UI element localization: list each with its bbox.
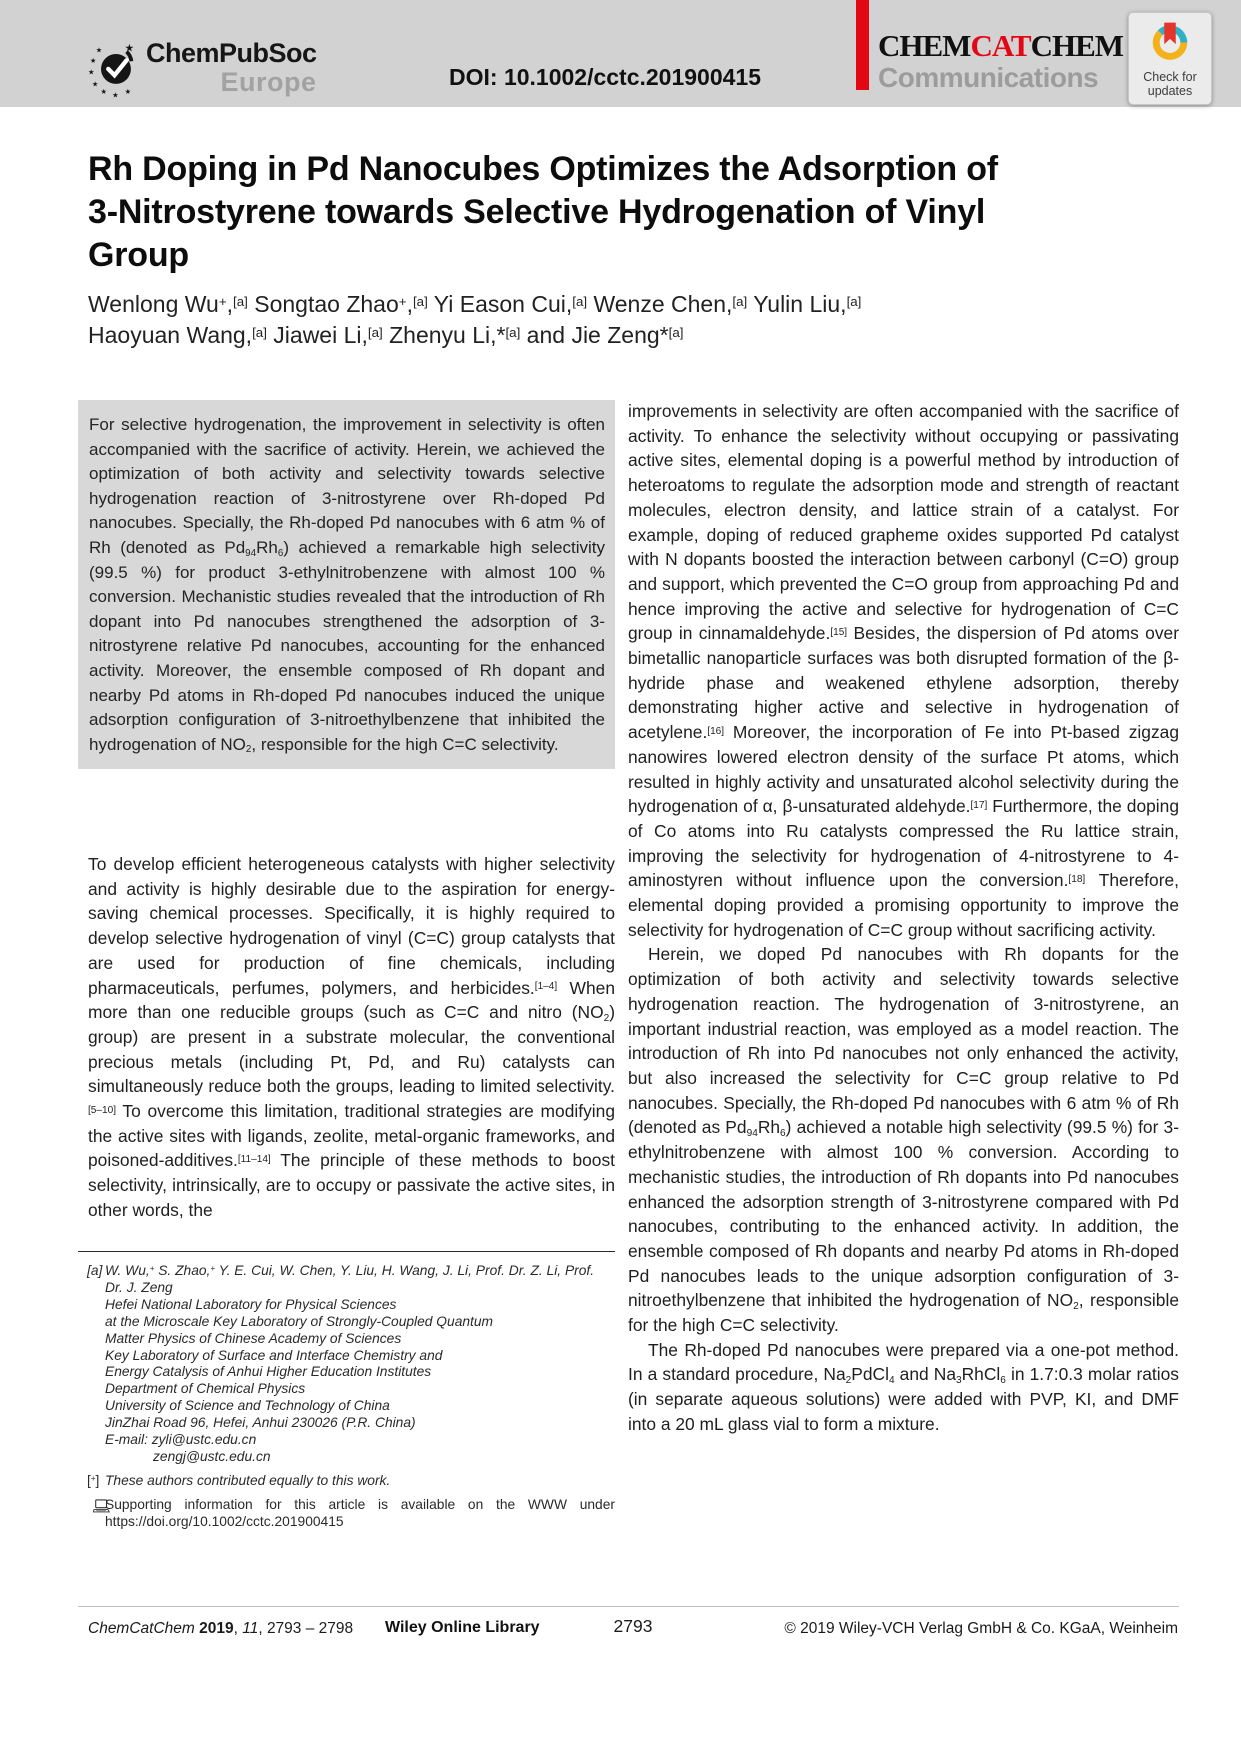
crossmark-icon xyxy=(1147,18,1193,64)
body-paragraph-1: improvements in selectivity are often accompanied with the sacrifice of activity. To enhance the selectivity without occupying or passivating active sites, elemental doping is a powerful method by introduction of heteroatoms to regulate the adsorption mode and strength of reactant molecules, electron density, and lattice strain of a catalyst. For example, doping of reduced grapheme oxides supported Pd catalyst with N dopants boosted the interaction between carbonyl (C=O) group and support, which prevented the C=O group from approaching Pd and hence improving the active and selective for hydrogenation of C=C group in cinnamaldehyde.[15] Besides, the dispersion of Pd atoms over bimetallic nanoparticle surfaces was both disrupted formation of the β-hydride phase and weakened ethylene adsorption, thereby demonstrating higher active and selective in hydrogenation of acetylene.[16] Moreover, the incorporation of Fe into Pt-based zigzag nanowires lowered electron density of the surface Pt atoms, which resulted in highly activity and unsaturated alcohol selectivity during the hydrogenation of α, β-unsaturated aldehyde.[17] Furthermore, the doping of Co atoms into Ru catalysts compressed the Ru lattice strain, improving the selectivity for hydrogenation of 4-nitrostyrene to 4-aminostyren without influence upon the conversion.[18] Therefore, elemental doping provided a promising opportunity to improve the selectivity for hydrogenation of C=C group without sacrificing activity. xyxy=(628,401,1179,940)
affiliation-line: Key Laboratory of Surface and Interface Chemistry and xyxy=(105,1347,443,1363)
check-updates-line1: Check for xyxy=(1143,70,1197,84)
svg-text:★: ★ xyxy=(112,90,119,98)
supporting-info-text[interactable]: Supporting information for this article is available on the WWW under https://doi.org/10.1002/cctc.201900415 xyxy=(105,1496,615,1529)
masthead-band xyxy=(0,0,1241,107)
footer-wiley-online-library: Wiley Online Library xyxy=(385,1619,540,1636)
author-line-2: Haoyuan Wang,[a] Jiawei Li,[a] Zhenyu Li,*[a] and Jie Zeng*[a] xyxy=(88,322,684,348)
affiliation-line: at the Microscale Key Laboratory of Strongly-Coupled Quantum xyxy=(105,1313,494,1329)
intro-paragraph: To develop efficient heterogeneous catalysts with higher selectivity and activity is highly desirable due to the aspiration for energy-saving chemical processes. Specifically, it is highly required to develop selective hydrogenation of vinyl (C=C) group catalysts that are used for production of fine chemicals, including pharmaceuticals, perfumes, polymers, and herbicides.[1–4] When more than one reducible groups (such as C=C and nitro $(NO_2)$ group) are present in a substrate molecular, the conventional precious metals (including Pt, Pd, and Ru) catalysts can simultaneously reduce both the groups, leading to limited selectivity.[5–10] To overcome this limitation, traditional strategies are modifying the active sites with ligands, zeolite, metal-organic frameworks, and poisoned-additives.[11–14] The principle of these methods to boost selectivity, intrinsically, are to occupy or passivate the active sites, in other words, the xyxy=(88,854,615,1220)
footer-copyright: © 2019 Wiley-VCH Verlag GmbH & Co. KGaA, Weinheim xyxy=(784,1620,1178,1637)
journal-wordmark xyxy=(878,30,1123,61)
footer-citation: ChemCatChem 2019, 11, 2793 – 2798 xyxy=(88,1620,354,1637)
svg-text:★: ★ xyxy=(100,87,108,97)
footnote-plus-label: [+] xyxy=(87,1472,100,1488)
footnote-block xyxy=(78,1251,615,1538)
journal-chem1: CHEM xyxy=(878,28,971,63)
svg-text:★: ★ xyxy=(124,87,132,97)
affiliation-line: Matter Physics of Chinese Academy of Sciences xyxy=(105,1330,402,1346)
body-paragraph-3: The Rh-doped Pd nanocubes were prepared via a one-pot method. In a standard procedure, $Na_2PdCl_4$ and $Na_3RhCl_6$ in 1.7:0.3 molar ratios (in separate aqueous solutions) were added with PVP, KI, and DMF into a 20 mL glass vial to form a mixture. xyxy=(628,1339,1179,1434)
footer-page-number: 2793 xyxy=(613,1616,653,1636)
chempubsoc-wordmark xyxy=(146,40,317,96)
footnote-a-body xyxy=(105,1263,615,1466)
svg-text:★: ★ xyxy=(91,79,99,89)
email-line-2[interactable]: zengj@ustc.edu.cn xyxy=(153,1448,271,1464)
footnote-author-names: W. Wu,+ S. Zhao,+ Y. E. Cui, W. Chen, Y. Liu, H. Wang, J. Li, Prof. Dr. Z. Li, Prof. Dr. J. Zeng xyxy=(105,1263,595,1295)
journal-red-bar xyxy=(856,0,869,90)
svg-text:★: ★ xyxy=(124,42,135,55)
check-updates-label xyxy=(1129,70,1211,98)
right-column xyxy=(628,399,1179,1437)
affiliation-line: Department of Chemical Physics xyxy=(105,1381,306,1397)
chempubsoc-logo xyxy=(88,40,317,98)
affiliation-line: JinZhai Road 96, Hefei, Anhui 230026 (P.R. China) xyxy=(105,1415,416,1431)
footer-divider xyxy=(78,1606,1179,1607)
svg-text:★: ★ xyxy=(89,56,97,66)
journal-cat: CAT xyxy=(970,28,1031,63)
affiliation-line: University of Science and Technology of China xyxy=(105,1398,390,1414)
society-region: Europe xyxy=(220,67,317,97)
footnote-supporting-info xyxy=(78,1497,615,1531)
svg-text:★: ★ xyxy=(95,45,103,55)
footnote-a-label: [a] xyxy=(87,1263,103,1278)
affiliation-line: Energy Catalysis of Anhui Higher Education Institutes xyxy=(105,1364,432,1380)
journal-subtitle: Communications xyxy=(878,62,1099,93)
laptop-icon xyxy=(78,1497,105,1531)
article-title: Rh Doping in Pd Nanocubes Optimizes the Adsorption of 3-Nitrostyrene towards Selective Hydrogenation of Vinyl Group xyxy=(88,150,998,274)
abstract-box: For selective hydrogenation, the improvement in selectivity is often accompanied with the sacrifice of activity. Herein, we achieved the optimization of both activity and selectivity towards selective hydrogenation reaction of 3-nitrostyrene over Rh-doped Pd nanocubes. Specially, the Rh-doped Pd nanocubes with 6 atm % of Rh (denoted as $Pd_{94}Rh_6$) achieved a remarkable high selectivity (99.5 %) for product 3-ethylnitrobenzene with almost 100 % conversion. Mechanistic studies revealed that the introduction of Rh dopant into Pd nanocubes strengthened the adsorption of 3-nitrostyrene relative Pd nanocubes, accounting for the enhanced activity. Moreover, the ensemble composed of Rh dopant and nearby Pd atoms in Rh-doped Pd nanocubes induced the unique adsorption configuration of 3-nitroethylbenzene that inhibited the hydrogenation of $NO_2$, responsible for the high C=C selectivity. xyxy=(78,400,615,769)
footnote-plus-text: These authors contributed equally to this work. xyxy=(105,1472,391,1488)
journal-chem2: CHEM xyxy=(1030,28,1124,63)
author-line-1: Wenlong Wu+,[a] Songtao Zhao+,[a] Yi Eason Cui,[a] Wenze Chen,[a] Yulin Liu,[a] xyxy=(88,291,862,317)
doi-text: DOI: 10.1002/cctc.201900415 xyxy=(449,64,762,90)
check-updates-line2: updates xyxy=(1147,84,1193,98)
author-list xyxy=(88,289,1148,351)
body-paragraph-2: Herein, we doped Pd nanocubes with Rh dopants for the optimization of both activity and selectivity towards selective hydrogenation reaction. The hydrogenation of 3-nitrostyrene, an important industrial reaction, was employed as a model reaction. The introduction of Rh into Pd nanocubes not only enhanced the activity, but also increased the selectivity for C=C group relative to Pd nanocubes. Specially, the Rh-doped Pd nanocubes with 6 atm % of Rh (denoted as $Pd_{94}Rh_6$) achieved a notable high selectivity (99.5 %) for 3-ethylnitrobenzene with almost 100 % conversion. According to mechanistic studies, the introduction of Rh dopants into Pd nanocubes enhanced the adsorption strength of 3-nitrostyrene compared with Pd nanocubes, contributing to the enhanced activity. In addition, the ensemble composed of Rh dopants and nearby Pd atoms in Rh-doped Pd nanocubes leads to the unique adsorption configuration of 3-nitroethylbenzene that inhibited the hydrogenation of $NO_2$, responsible for the high C=C selectivity. xyxy=(628,944,1179,1336)
email-line-1[interactable]: E-mail: zyli@ustc.edu.cn xyxy=(105,1432,257,1448)
check-for-updates-badge[interactable] xyxy=(1128,12,1212,105)
footnote-affiliation xyxy=(78,1263,615,1466)
affiliation-line: Hefei National Laboratory for Physical Sciences xyxy=(105,1296,397,1312)
footnote-equal-contribution xyxy=(78,1473,615,1490)
svg-text:★: ★ xyxy=(88,67,95,77)
chempubsoc-emblem-icon xyxy=(88,38,142,98)
society-name: ChemPubSoc xyxy=(146,38,317,68)
